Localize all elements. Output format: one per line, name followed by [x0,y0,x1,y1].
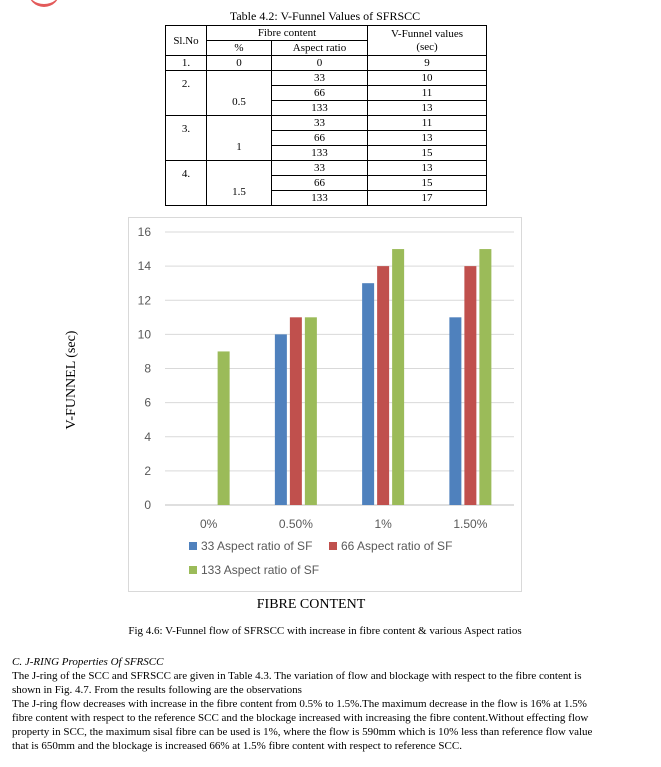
y-axis-label: V-FUNNEL (sec) [64,330,79,430]
legend-swatch [329,542,337,550]
x-tick-label: 0.50% [278,517,313,531]
y-tick-label: 12 [137,293,151,308]
vfunnel-bar-chart [129,218,521,591]
legend-label: 33 Aspect ratio of SF [201,539,313,553]
vfunnel-table [165,25,487,206]
bar [305,317,317,505]
cell-aspect-ratio: 33 [272,71,368,86]
table-row [166,56,487,71]
cell-fibre-percent: 1.5 [207,161,272,206]
cell-slno: 3. [166,116,207,161]
legend-label: 133 Aspect ratio of SF [201,563,320,577]
table-row [166,71,487,86]
x-axis-label: FIBRE CONTENT [256,597,366,612]
header-slno: Sl.No [166,26,207,56]
header-aspect-ratio: Aspect ratio [272,41,368,56]
bar [377,266,389,505]
cell-slno: 4. [166,161,207,206]
cell-aspect-ratio: 33 [272,161,368,176]
bar [392,249,404,505]
legend-swatch [189,566,197,574]
y-tick-label: 6 [144,395,151,410]
cell-vfunnel-value: 9 [368,56,487,71]
cell-slno: 1. [166,56,207,71]
cell-slno: 2. [166,71,207,116]
cell-vfunnel-value: 11 [368,86,487,101]
cell-vfunnel-value: 10 [368,71,487,86]
y-tick-label: 16 [137,225,151,239]
y-tick-label: 0 [144,498,151,512]
header-vfunnel-label: V-Funnel values [390,27,463,40]
cell-aspect-ratio: 66 [272,86,368,101]
cell-aspect-ratio: 66 [272,131,368,146]
cell-aspect-ratio: 133 [272,191,368,206]
bar [464,266,476,505]
cell-aspect-ratio: 133 [272,101,368,116]
cell-vfunnel-value: 13 [368,131,487,146]
cell-fibre-percent: 0 [207,56,272,71]
cell-vfunnel-value: 11 [368,116,487,131]
x-tick-label: 0% [199,517,218,531]
cell-fibre-percent: 1 [207,116,272,161]
bar [449,317,461,505]
header-fibre-content: Fibre content [207,26,368,41]
header-vfunnel [368,26,487,56]
decorative-arc [28,0,60,7]
y-tick-label: 2 [144,463,151,478]
bar [275,334,287,505]
bar [290,317,302,505]
y-tick-label: 8 [144,361,151,376]
y-tick-label: 4 [144,429,151,444]
cell-vfunnel-value: 15 [368,146,487,161]
table-row [166,161,487,176]
cell-fibre-percent: 0.5 [207,71,272,116]
cell-vfunnel-value: 15 [368,176,487,191]
cell-aspect-ratio: 133 [272,146,368,161]
cell-aspect-ratio: 0 [272,56,368,71]
cell-aspect-ratio: 33 [272,116,368,131]
legend-swatch [189,542,197,550]
paragraph-line: shown in Fig. 4.7. From the results following are the observations [12,684,302,696]
paragraph-line: fibre content with respect to the reference SCC and the blockage increased with increasing the fibre content.Without effecting flow [12,712,589,724]
table-row [166,116,487,131]
header-vfunnel-unit: (sec) [416,40,438,53]
section-heading: C. J-RING Properties Of SFRSCC [12,656,164,668]
y-tick-label: 10 [137,327,151,342]
x-tick-label: 1.50% [453,517,488,531]
chart-frame [128,217,522,592]
figure-caption: Fig 4.6: V-Funnel flow of SFRSCC with increase in fibre content & various Aspect ratios [128,625,522,637]
bar [479,249,491,505]
paragraph-line: The J-ring flow decreases with increase in the fibre content from 0.5% to 1.5%.The maximum decrease in the flow is 16% at 1.5% [12,698,587,710]
paragraph-line: The J-ring of the SCC and SFRSCC are given in Table 4.3. The variation of flow and blockage with respect to the fibre content is [12,670,582,682]
table-title: Table 4.2: V-Funnel Values of SFRSCC [229,9,421,23]
cell-vfunnel-value: 13 [368,101,487,116]
bar [218,351,230,505]
y-tick-label: 14 [137,259,151,274]
bar [362,283,374,505]
cell-vfunnel-value: 17 [368,191,487,206]
cell-vfunnel-value: 13 [368,161,487,176]
x-tick-label: 1% [374,517,392,531]
legend-label: 66 Aspect ratio of SF [341,539,453,553]
paragraph-line: that is 650mm and the blockage is increased 66% at 1.5% fibre content with respect to reference SCC. [12,740,462,752]
header-percent: % [207,41,272,56]
cell-aspect-ratio: 66 [272,176,368,191]
paragraph-line: property in SCC, the maximum sisal fibre can be used is 1%, where the flow is 590mm which is 10% less than reference flow value [12,726,593,738]
